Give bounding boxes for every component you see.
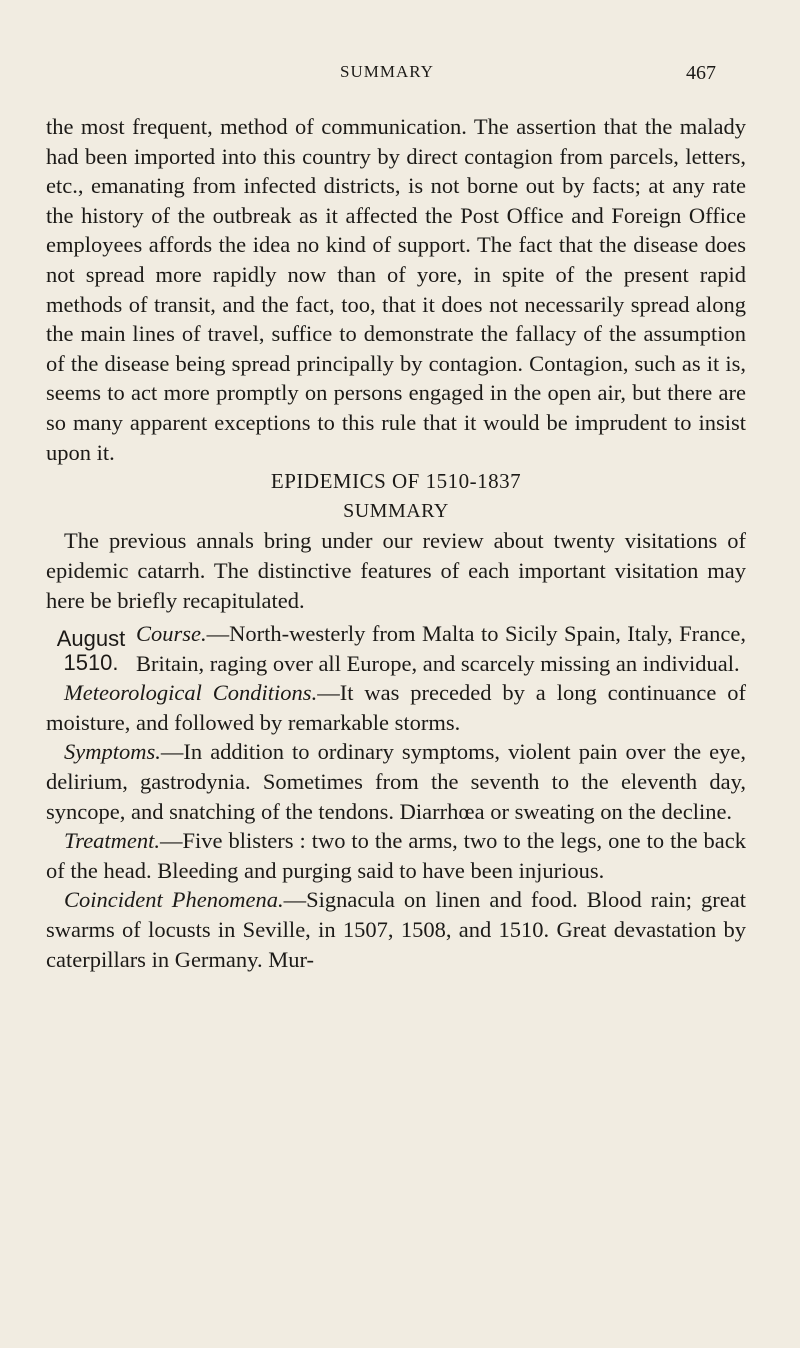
symptoms-paragraph (46, 737, 746, 826)
margin-date (46, 619, 136, 675)
meteorological-paragraph (46, 678, 746, 737)
symptoms-text: —In addition to ordinary symptoms, violent pain over the eye, delirium, gastrodynia. Sometimes from the seventh to the eleventh day, syncope, and snatching of the tendons. Diarrhœa or sweating on the decline. (46, 739, 746, 824)
coincident-text: —Signacula on linen and food. Blood rain; great swarms of locusts in Seville, in 1507, 1508, and 1510. Great devastation by caterpillars in Germany. Mur- (46, 887, 746, 972)
entry-1510 (46, 619, 746, 678)
symptoms-label: Symptoms. (64, 739, 161, 765)
meteorological-text: —It was preceded by a long continuance of moisture, and followed by remarkable storms. (46, 680, 746, 735)
running-head: SUMMARY (340, 62, 434, 81)
course-paragraph (136, 619, 746, 678)
paragraph-contagion: the most frequent, method of communication. The assertion that the malady had been imported into this country by direct contagion from parcels, letters, etc., emanating from infected districts, is not borne out by facts; at any rate the history of the outbreak as it affected the Post Office and Foreign Office employees affords the idea no kind of support. The fact that the disease does not spread more rapidly now than of yore, in spite of the present rapid methods of transit, and the fact, too, that it does not necessarily spread along the main lines of travel, suffice to demonstrate the fallacy of the assumption of the disease being spread principally by contagion. Contagion, such as it is, seems to act more promptly on persons engaged in the open air, but there are so many apparent exceptions to this rule that it would be imprudent to insist upon it. (46, 114, 746, 465)
treatment-paragraph (46, 826, 746, 885)
page-header (40, 62, 760, 92)
course-label: Course. (136, 621, 207, 647)
margin-month: August (56, 626, 126, 652)
meteorological-label: Meteorological Conditions. (64, 680, 318, 706)
margin-year: 1510. (63, 650, 119, 676)
page-body (46, 112, 746, 974)
course-text: —North-westerly from Malta to Sicily Spain, Italy, France, Britain, raging over all Europe, and scarcely missing an individual. (136, 621, 746, 676)
intro-paragraph: The previous annals bring under our review about twenty visitations of epidemic catarrh. The distinctive features of each important visitation may here be briefly recapitulated. (46, 528, 746, 613)
subsection-heading: SUMMARY (343, 499, 449, 522)
page-number: 467 (686, 62, 716, 84)
coincident-label: Coincident Phenomena. (64, 887, 284, 913)
treatment-label: Treatment. (64, 828, 161, 854)
section-heading: EPIDEMICS OF 1510-1837 (270, 469, 522, 494)
treatment-text: —Five blisters : two to the arms, two to the legs, one to the back of the head. Bleeding and purging said to have been injurious. (46, 828, 746, 883)
coincident-paragraph (46, 885, 746, 974)
